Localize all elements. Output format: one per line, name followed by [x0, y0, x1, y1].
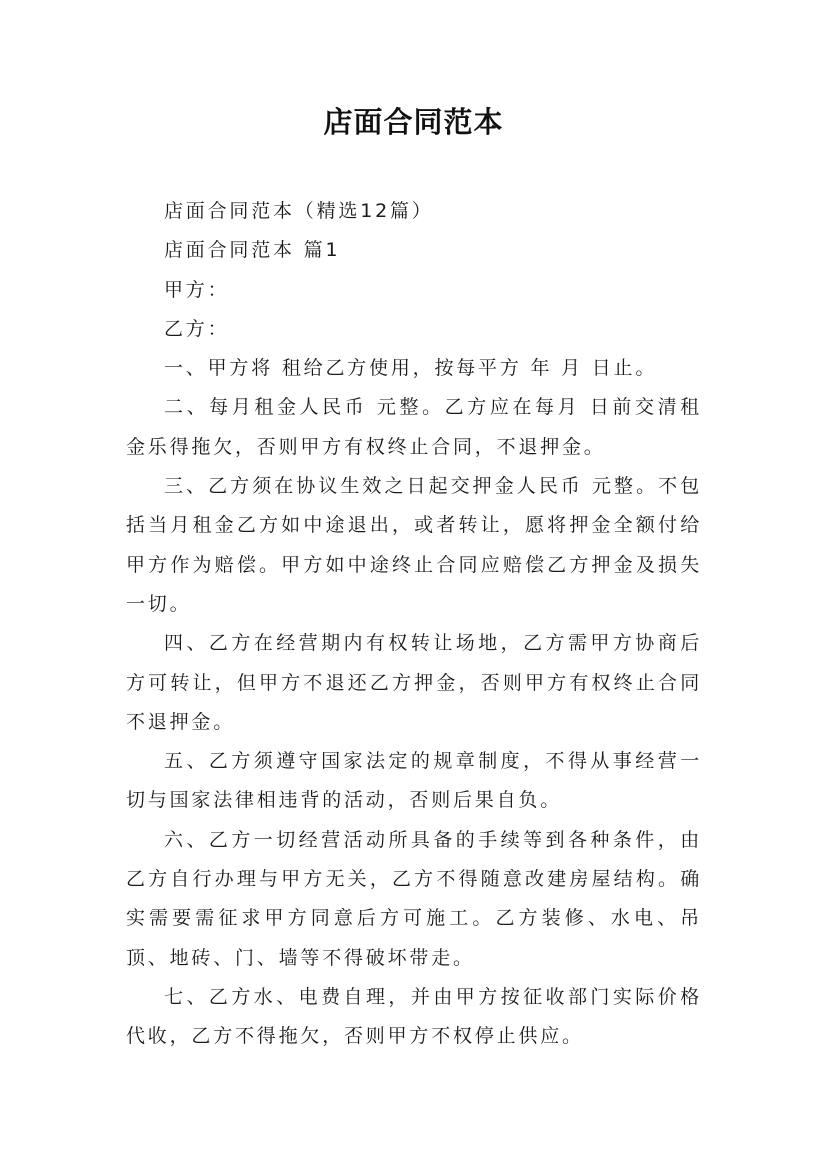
clause-6: 六、乙方一切经营活动所具备的手续等到各种条件，由乙方自行办理与甲方无关，乙方不得随意改建房屋结构。确实需要需征求甲方同意后方可施工。乙方装修、水电、吊顶、地砖、门、墙等不得破坏带走。 [126, 828, 702, 969]
paragraph-subtitle: 店面合同范本（精选12篇） [164, 200, 434, 222]
clause-2: 二、每月租金人民币 元整。乙方应在每月 日前交清租金乐得拖欠，否则甲方有权终止合同，不退押金。 [126, 396, 702, 458]
paragraph-section-heading: 店面合同范本 篇1 [164, 239, 341, 262]
clause-7: 七、乙方水、电费自理，并由甲方按征收部门实际价格代收，乙方不得拖欠，否则甲方不权停止供应。 [126, 985, 702, 1048]
paragraph-party-b: 乙方： [164, 317, 230, 340]
clause-5: 五、乙方须遵守国家法定的规章制度，不得从事经营一切与国家法律相违背的活动，否则后果自负。 [126, 750, 702, 812]
clause-1: 一、甲方将 租给乙方使用，按每平方 年 月 日止。 [164, 357, 658, 380]
document-title: 店面合同范本 [323, 105, 504, 139]
clause-4: 四、乙方在经营期内有权转让场地，乙方需甲方协商后方可转让，但甲方不退还乙方押金，否则甲方有权终止合同不退押金。 [126, 632, 702, 733]
clause-3: 三、乙方须在协议生效之日起交押金人民币 元整。不包括当月租金乙方如中途退出，或者转让，愿将押金全额付给甲方作为赔偿。甲方如中途终止合同应赔偿乙方押金及损失一切。 [126, 475, 702, 615]
paragraph-party-a: 甲方： [164, 278, 230, 301]
document-body [126, 192, 702, 1057]
